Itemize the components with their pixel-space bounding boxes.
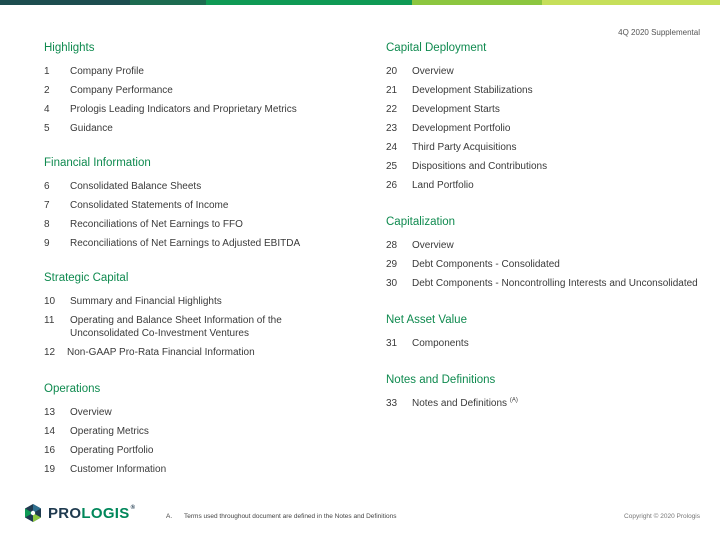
toc-label: Notes and Definitions (412, 398, 508, 409)
toc-label: Company Profile (70, 66, 144, 77)
toc-item[interactable] (386, 239, 706, 252)
toc-item[interactable] (44, 463, 344, 476)
toc-item[interactable] (386, 84, 706, 97)
section-operations (44, 381, 344, 476)
toc-item[interactable] (44, 314, 344, 340)
toc-item[interactable] (44, 237, 344, 250)
top-color-bar (0, 0, 720, 5)
prologis-logo-icon (22, 503, 44, 523)
bar-segment (412, 0, 542, 5)
right-column (386, 40, 706, 416)
toc-label: Overview (412, 240, 454, 251)
page-number: 8 (44, 219, 50, 230)
toc-item[interactable] (386, 337, 706, 350)
page-number: 16 (44, 445, 56, 456)
toc-item[interactable] (44, 84, 344, 97)
toc-item[interactable] (386, 65, 706, 78)
footnote-mark: A. (166, 513, 173, 520)
bar-segment (542, 0, 720, 5)
page-number: 2 (44, 85, 50, 96)
toc-item[interactable] (44, 444, 344, 457)
toc-label: Guidance (70, 123, 113, 134)
page-number: 5 (44, 123, 50, 134)
toc-item[interactable] (44, 346, 344, 359)
prologis-logo (22, 503, 135, 523)
bar-segment (130, 0, 206, 5)
section-title: Net Asset Value (386, 314, 467, 326)
page-number: 7 (44, 200, 50, 211)
toc-label: Third Party Acquisitions (412, 142, 517, 153)
section-title: Notes and Definitions (386, 374, 496, 386)
toc-item[interactable] (386, 103, 706, 116)
toc-item[interactable] (44, 65, 344, 78)
footnote-reference: (A) (509, 397, 518, 404)
section-title: Capital Deployment (386, 42, 487, 54)
section-notes-and-definitions (386, 372, 706, 410)
toc-label: Development Starts (412, 104, 500, 115)
toc-item[interactable] (386, 141, 706, 154)
toc-item[interactable] (386, 277, 706, 290)
page-number: 11 (44, 315, 55, 326)
page-number: 33 (386, 398, 398, 409)
toc-item[interactable] (44, 406, 344, 419)
toc-label: Overview (70, 407, 112, 418)
page-number: 23 (386, 123, 398, 134)
copyright: Copyright © 2020 Prologis (624, 513, 700, 520)
page-number: 20 (386, 66, 398, 77)
toc-label: Components (412, 338, 469, 349)
section-strategic-capital (44, 270, 344, 359)
section-title: Capitalization (386, 216, 456, 228)
page-number: 30 (386, 278, 398, 289)
toc-item[interactable] (386, 122, 706, 135)
section-title: Financial Information (44, 157, 151, 169)
toc-label: Consolidated Statements of Income (70, 200, 229, 211)
toc-item[interactable] (386, 258, 706, 271)
page-number: 9 (44, 238, 50, 249)
section-title: Strategic Capital (44, 272, 129, 284)
page-number: 24 (386, 142, 398, 153)
left-column (44, 40, 344, 482)
registered-mark: ® (130, 504, 136, 511)
page-number: 22 (386, 104, 398, 115)
section-highlights (44, 40, 344, 135)
toc-item[interactable] (44, 103, 344, 116)
toc-label: Overview (412, 66, 454, 77)
page-number: 14 (44, 426, 56, 437)
toc-label: Operating Metrics (70, 426, 149, 437)
toc-item[interactable] (44, 122, 344, 135)
toc-label: Consolidated Balance Sheets (70, 181, 202, 192)
page-number: 1 (44, 66, 50, 77)
section-title: Highlights (44, 42, 95, 54)
section-capital-deployment (386, 40, 706, 192)
toc-item[interactable] (386, 160, 706, 173)
page-number: 4 (44, 104, 50, 115)
page-number: 13 (44, 407, 56, 418)
logo-text-logis: LOGIS (81, 504, 130, 522)
toc-label: Debt Components - Consolidated (412, 259, 560, 270)
toc-label: Dispositions and Contributions (412, 161, 548, 172)
page-number: 12 (44, 347, 56, 358)
page-number: 19 (44, 464, 56, 475)
section-title: Operations (44, 383, 101, 395)
page-number: 26 (386, 180, 398, 191)
toc-item[interactable] (386, 179, 706, 192)
toc-label: Reconciliations of Net Earnings to Adjusted EBITDA (70, 238, 301, 249)
bar-segment (0, 0, 130, 5)
section-net-asset-value (386, 312, 706, 350)
page-number: 29 (386, 259, 398, 270)
toc-label: Development Portfolio (412, 123, 511, 134)
toc-label: Reconciliations of Net Earnings to FFO (70, 219, 243, 230)
footnote-text: Terms used throughout document are defined in the Notes and Definitions (184, 513, 397, 520)
toc-item[interactable] (44, 295, 344, 308)
toc-label: Company Performance (70, 85, 173, 96)
toc-label: Debt Components - Noncontrolling Interests and Unconsolidated (412, 278, 698, 289)
toc-label: Customer Information (70, 464, 167, 475)
toc-item[interactable] (44, 425, 344, 438)
toc-label: Operating and Balance Sheet Information of the Unconsolidated Co-Investment Ventures (70, 315, 282, 339)
page-number: 25 (386, 161, 398, 172)
bar-segment (206, 0, 412, 5)
section-financial-information (44, 155, 344, 250)
section-capitalization (386, 214, 706, 290)
toc-label: Prologis Leading Indicators and Proprietary Metrics (70, 104, 297, 115)
toc-label: Summary and Financial Highlights (70, 296, 222, 307)
supplemental-label: 4Q 2020 Supplemental (618, 28, 700, 37)
toc-label: Non-GAAP Pro-Rata Financial Information (67, 347, 255, 358)
page-number: 6 (44, 181, 50, 192)
toc-label: Operating Portfolio (70, 445, 154, 456)
toc-item[interactable] (44, 199, 344, 212)
page-number: 21 (386, 85, 398, 96)
toc-label: Land Portfolio (412, 180, 474, 191)
toc-item[interactable] (386, 397, 706, 410)
page-number: 31 (386, 338, 398, 349)
toc-label: Development Stabilizations (412, 85, 533, 96)
page-number: 10 (44, 296, 56, 307)
toc-item[interactable] (44, 180, 344, 193)
logo-text-pro: PRO (48, 504, 82, 522)
footnote (166, 513, 396, 520)
toc-item[interactable] (44, 218, 344, 231)
page-number: 28 (386, 240, 398, 251)
